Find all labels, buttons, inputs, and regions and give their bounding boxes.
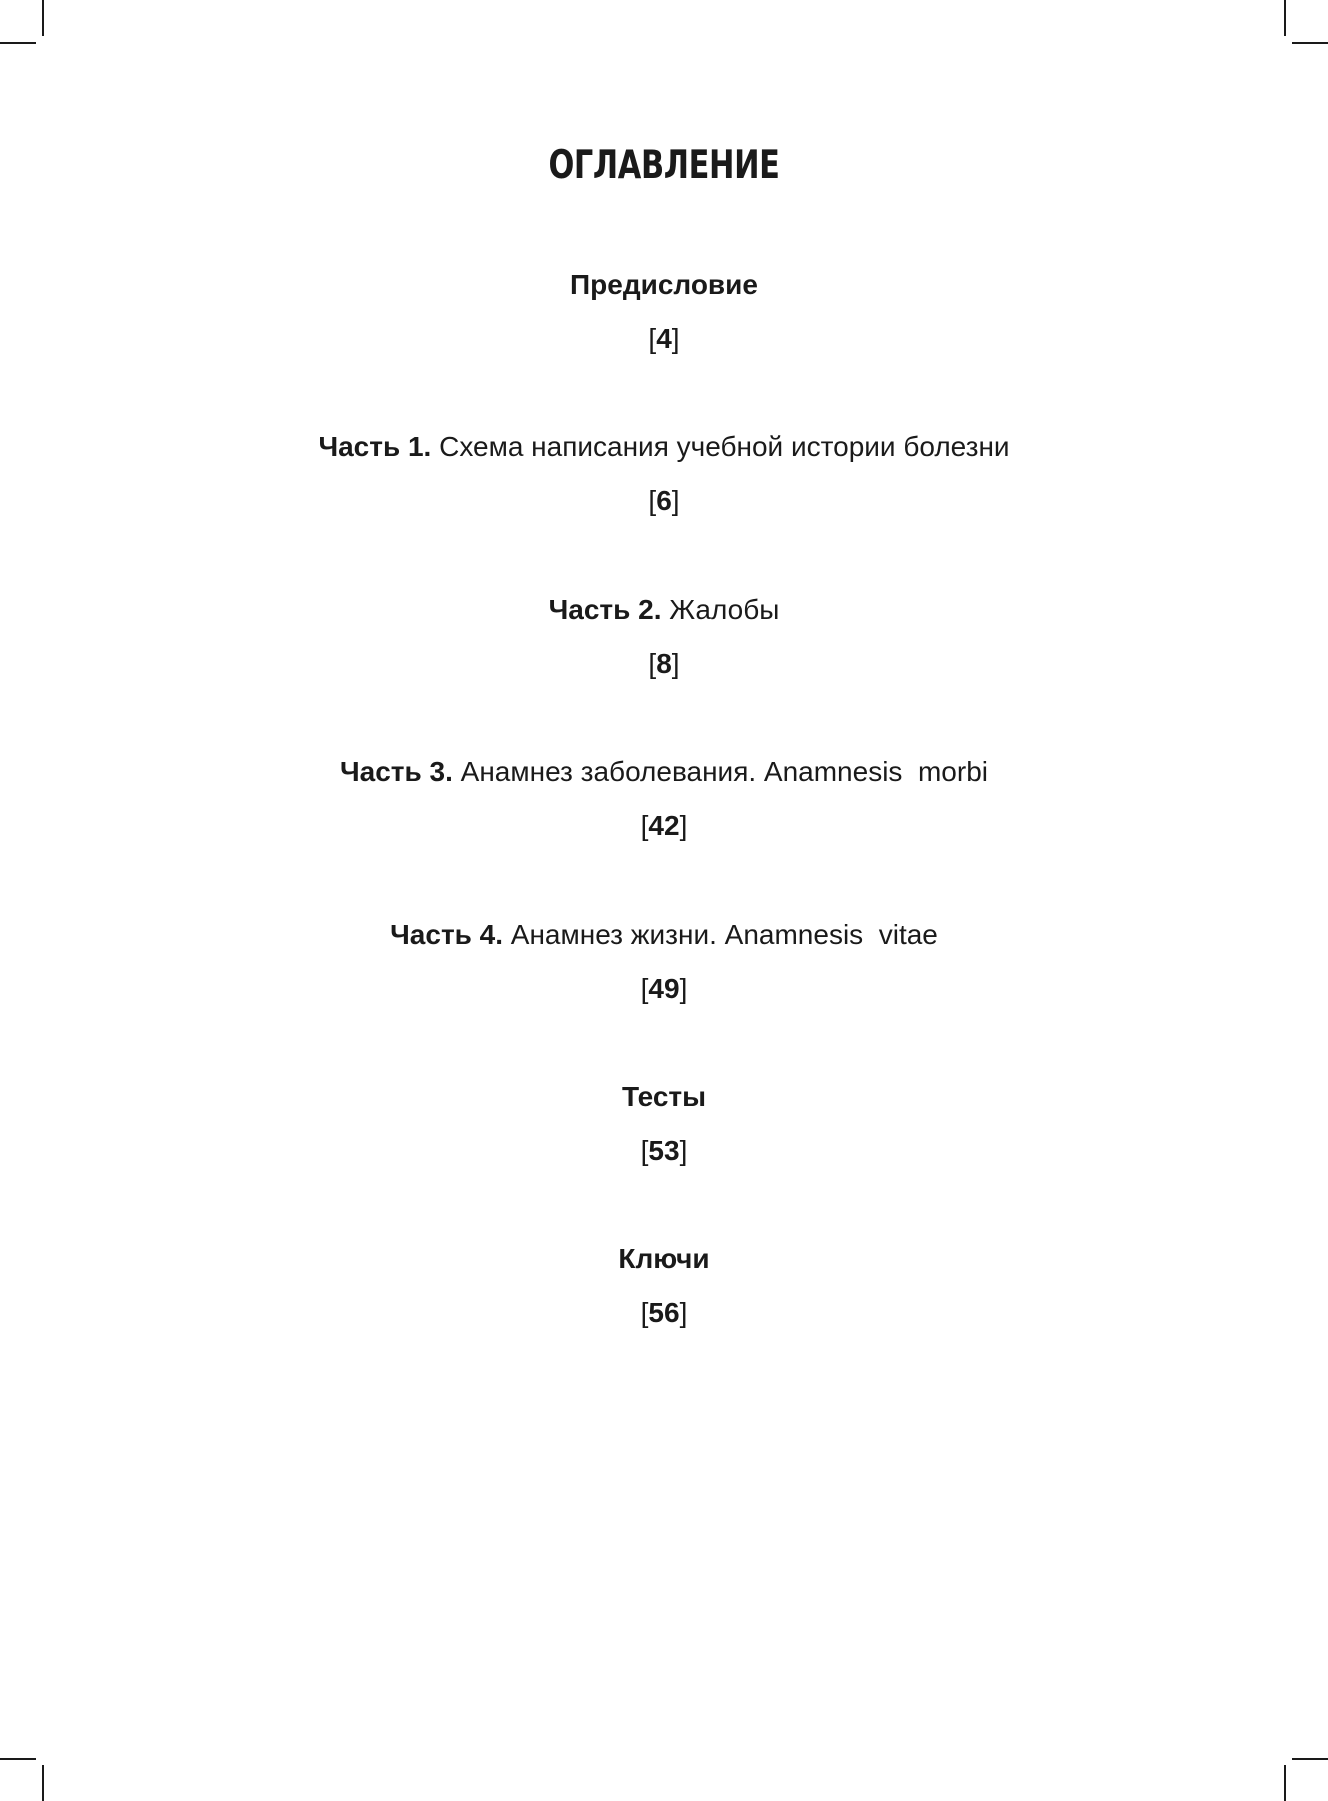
page-number: 8 [656, 648, 672, 679]
toc-entry[interactable] [0, 1242, 1328, 1330]
toc-entry[interactable] [0, 268, 1328, 356]
toc-entry-text: Схема написания учебной истории болезни [439, 431, 1010, 462]
toc-entry-label: Часть 4. [390, 919, 503, 950]
crop-mark-bottom-left-vertical [42, 1765, 44, 1801]
toc-entry-page: [56] [640, 1297, 688, 1328]
page-number: 49 [648, 973, 680, 1004]
toc-entry-label: Часть 3. [339, 756, 453, 787]
toc-entry[interactable] [0, 755, 1328, 843]
toc-entry-text: Ключи [618, 1243, 710, 1274]
toc-entry-page: [6] [648, 485, 680, 516]
page-number: 53 [648, 1135, 680, 1166]
toc-entry-page: [53] [640, 1135, 688, 1166]
page-number: 42 [648, 810, 680, 841]
toc-entry[interactable] [0, 593, 1328, 681]
toc-entry[interactable] [0, 918, 1328, 1006]
page-number: 6 [656, 485, 672, 516]
crop-mark-bottom-right-vertical [1284, 1765, 1286, 1801]
toc-entry-page: [42] [640, 810, 688, 841]
page-number: 56 [648, 1297, 680, 1328]
page-title: ОГЛАВЛЕНИЕ [548, 143, 780, 188]
crop-mark-top-right-vertical [1284, 0, 1286, 36]
toc-entry-label: Часть 2. [548, 594, 662, 625]
toc-entry-heading [0, 268, 1328, 302]
toc-entry-page: [4] [648, 323, 680, 354]
toc-entry-text: Анамнез заболевания. Anamnesis morbi [460, 756, 988, 787]
toc-entry-heading [0, 755, 1328, 789]
toc-entry-heading [0, 1242, 1328, 1276]
toc-entry-heading [0, 430, 1328, 464]
crop-mark-bottom-left-horizontal [0, 1758, 36, 1760]
page-number: 4 [656, 323, 672, 354]
crop-mark-top-left-vertical [42, 0, 44, 36]
toc-entry-text: Анамнез жизни. Anamnesis vitae [510, 919, 938, 950]
crop-mark-top-right-horizontal [1292, 42, 1328, 44]
toc-entry-text: Предисловие [570, 269, 758, 300]
toc-entry-text: Жалобы [669, 594, 780, 625]
crop-mark-top-left-horizontal [0, 42, 36, 44]
toc-entry-heading [0, 1080, 1328, 1114]
crop-mark-bottom-right-horizontal [1292, 1758, 1328, 1760]
toc-entry-page: [49] [640, 973, 688, 1004]
toc-entry-text: Тесты [621, 1081, 707, 1112]
toc-entry-heading [0, 918, 1328, 952]
toc-entry[interactable] [0, 1080, 1328, 1168]
toc-entry-heading [0, 593, 1328, 627]
toc-entry-page: [8] [648, 648, 680, 679]
toc-entry[interactable] [0, 430, 1328, 518]
toc-entry-label: Часть 1. [318, 431, 432, 462]
